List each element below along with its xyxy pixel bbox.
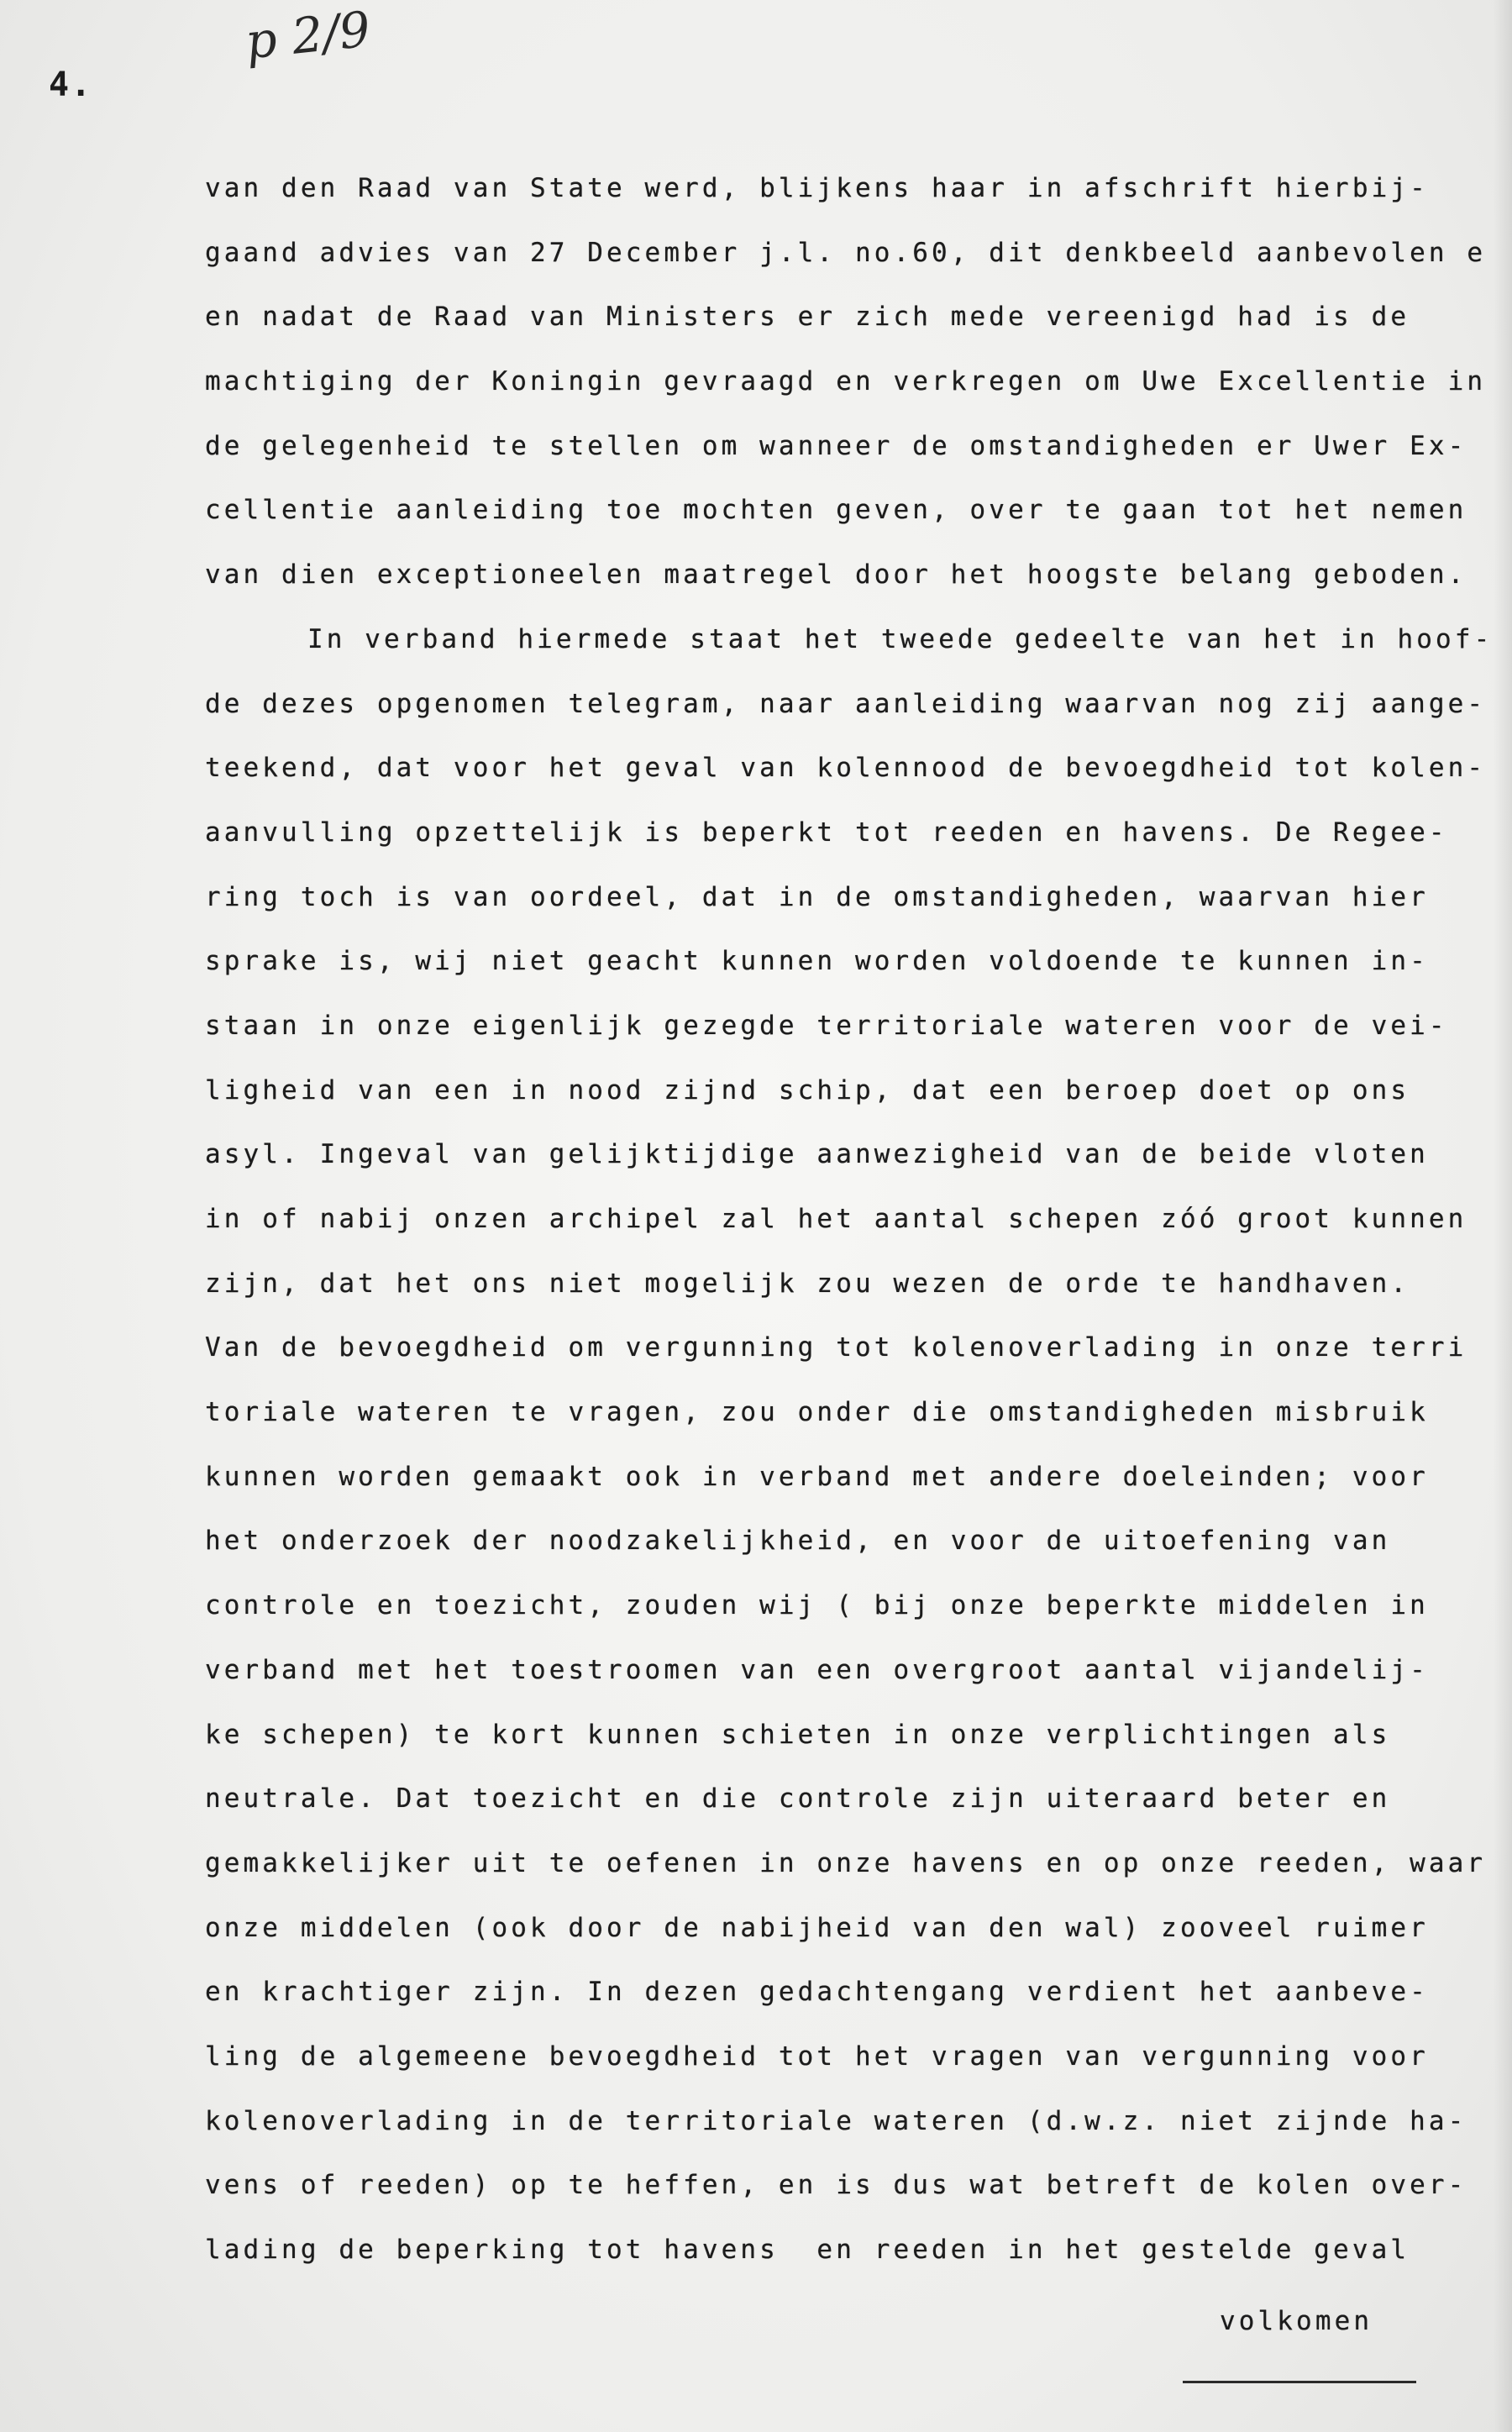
text-line: lading de beperking tot havens en reeden in het gestelde geval bbox=[205, 2235, 1410, 2265]
text-line: controle en toezicht, zouden wij ( bij onze beperkte middelen in bbox=[205, 1590, 1429, 1621]
text-line: toriale wateren te vragen, zou onder die omstandigheden misbruik bbox=[205, 1397, 1429, 1428]
text-line: van den Raad van State werd, blijkens haar in afschrift hierbij- bbox=[205, 173, 1429, 203]
text-line: staan in onze eigenlijk gezegde territoriale wateren voor de vei- bbox=[205, 1010, 1448, 1041]
text-line: onze middelen (ook door de nabijheid van den wal) zooveel ruimer bbox=[205, 1912, 1429, 1943]
text-line: en krachtiger zijn. In dezen gedachtengang verdient het aanbeve- bbox=[205, 1977, 1429, 2008]
text-line: gemakkelijker uit te oefenen in onze havens en op onze reeden, waar bbox=[205, 1847, 1487, 1878]
text-line: cellentie aanleiding toe mochten geven, over te gaan tot het nemen bbox=[205, 495, 1467, 526]
text-line: de dezes opgenomen telegram, naar aanleiding waarvan nog zij aange- bbox=[205, 688, 1487, 719]
text-line: asyl. Ingeval van gelijktijdige aanwezigheid van de beide vloten bbox=[205, 1139, 1429, 1170]
text-line: het onderzoek der noodzakelijkheid, en voor de uitoefening van bbox=[205, 1526, 1391, 1557]
text-line: vens of reeden) op te heffen, en is dus wat betreft de kolen over- bbox=[205, 2170, 1467, 2201]
closing-rule bbox=[1183, 2381, 1416, 2383]
text-line: ke schepen) te kort kunnen schieten in onze verplichtingen als bbox=[205, 1719, 1391, 1750]
text-line: aanvulling opzettelijk is beperkt tot reeden en havens. De Regee- bbox=[205, 817, 1448, 848]
text-line: ling de algemeene bevoegdheid tot het vragen van vergunning voor bbox=[205, 2041, 1429, 2072]
catchword: volkomen bbox=[1220, 2306, 1373, 2336]
text-line: teekend, dat voor het geval van kolennood de bevoegdheid tot kolen- bbox=[205, 753, 1487, 784]
typed-body-text bbox=[205, 156, 1499, 2282]
text-line: Van de bevoegdheid om vergunning tot kolenoverlading in onze terri bbox=[205, 1332, 1467, 1363]
text-line: kolenoverlading in de territoriale wateren (d.w.z. niet zijnde ha- bbox=[205, 2105, 1467, 2136]
text-line: van dien exceptioneelen maatregel door het hoogste belang geboden. bbox=[205, 559, 1467, 591]
text-line: verband met het toestroomen van een overgroot aantal vijandelij- bbox=[205, 1654, 1429, 1685]
text-line: ligheid van een in nood zijnd schip, dat een beroep doet op ons bbox=[205, 1074, 1410, 1106]
text-line: in of nabij onzen archipel zal het aantal schepen zóó groot kunnen bbox=[205, 1204, 1467, 1234]
text-line: machtiging der Koningin gevraagd en verkregen om Uwe Excellentie in bbox=[205, 366, 1487, 397]
text-line: neutrale. Dat toezicht en die controle zijn uiteraard beter en bbox=[205, 1783, 1391, 1815]
text-line: de gelegenheid te stellen om wanneer de omstandigheden er Uwer Ex- bbox=[205, 430, 1467, 461]
paragraph-start-line: In verband hiermede staat het tweede gedeelte van het in hoof- bbox=[307, 623, 1494, 654]
text-line: gaand advies van 27 December j.l. no.60, dit denkbeeld aanbevolen e bbox=[205, 237, 1487, 268]
page-edge-shadow bbox=[1494, 0, 1512, 2432]
handwritten-annotation: p 2/9 bbox=[242, 0, 374, 71]
text-line: sprake is, wij niet geacht kunnen worden voldoende te kunnen in- bbox=[205, 946, 1429, 977]
text-line: en nadat de Raad van Ministers er zich mede vereenigd had is de bbox=[205, 302, 1410, 333]
text-line: kunnen worden gemaakt ook in verband met andere doeleinden; voor bbox=[205, 1461, 1429, 1492]
page-number: 4. bbox=[49, 66, 93, 104]
text-line: ring toch is van oordeel, dat in de omstandigheden, waarvan hier bbox=[205, 881, 1429, 912]
text-line: zijn, dat het ons niet mogelijk zou wezen de orde te handhaven. bbox=[205, 1268, 1410, 1299]
